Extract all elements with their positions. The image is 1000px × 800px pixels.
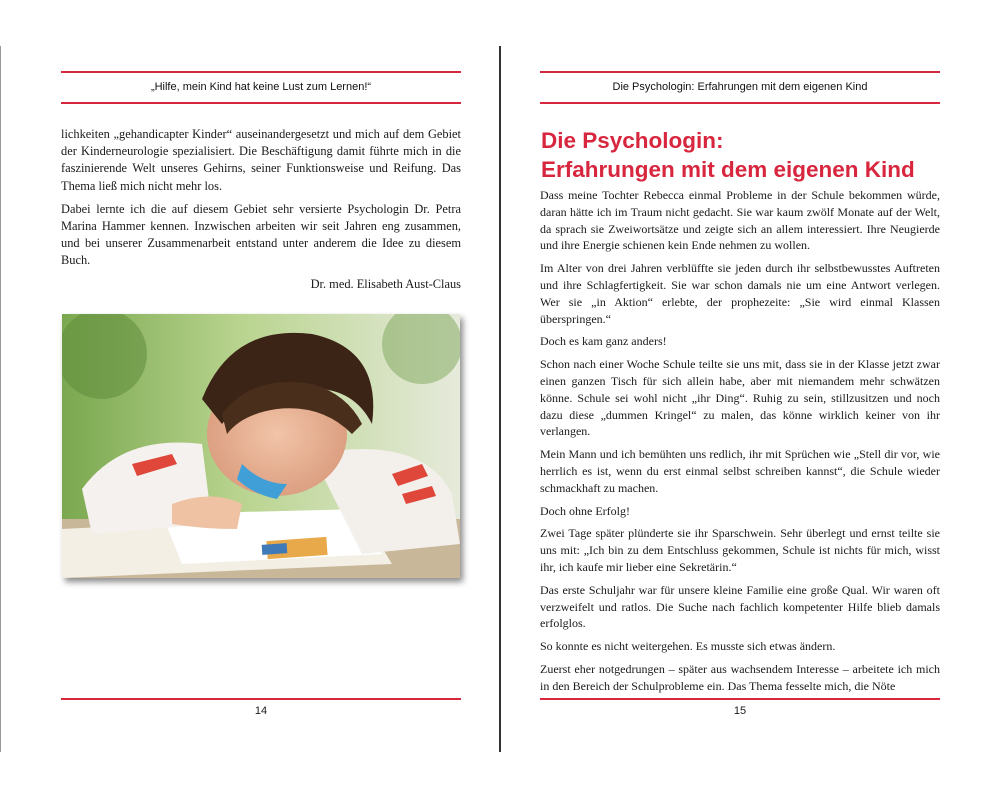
top-margin	[0, 0, 1000, 46]
running-header: Die Psychologin: Erfahrungen mit dem eigenen Kind	[612, 81, 868, 93]
chapter-title-line-1: Die Psychologin:	[541, 128, 724, 153]
chapter-title-line-2: Erfahrungen mit dem eigenen Kind	[541, 157, 915, 182]
paragraph: Dabei lernte ich die auf diesem Gebiet sehr versierte Psychologin Dr. Petra Marina Hammer kennen. Inzwischen arbeiten wir seit Jahren eng zusammen, und bei unserer Zusammenarbeit entstand unter anderem die Idee zu diesem Buch.	[61, 201, 461, 268]
page-number: 14	[254, 705, 268, 717]
bottom-margin	[0, 752, 1000, 800]
paragraph: Mein Mann und ich bemühten uns redlich, ihr mit Sprüchen wie „Stell dir vor, wie herrlich es ist, wenn du erst einmal selbst schreiben kannst“, die Schule wieder schmackhaft zu machen.	[540, 447, 940, 495]
left-page	[0, 46, 500, 752]
footer-rule	[61, 698, 461, 700]
paragraph: So konnte es nicht weitergehen. Es musste sich etwas ändern.	[540, 639, 836, 654]
boy-reading-photo	[62, 314, 460, 578]
paragraph: Zwei Tage später plünderte sie ihr Sparschwein. Sehr überlegt und ernst teilte sie uns mit: „Ich bin zu dem Entschluss gekommen, Schule ist nichts für mich, wisst ihr, ich kaufe mir lieber eine Sekretärin.“	[540, 526, 940, 574]
footer-rule	[540, 698, 940, 700]
page-number: 15	[733, 705, 747, 717]
photo-illustration	[62, 314, 460, 578]
header-rule-top	[540, 71, 940, 73]
paragraph: Dass meine Tochter Rebecca einmal Probleme in der Schule bekommen würde, daran hätte ich im Traum nicht gedacht. Sie war kaum zwölf Monate auf der Welt, da sprach sie Zweiwortsätze und zeigte sich an allem interessiert. Ihre Neugierde und ihre Energie schienen kein Ende nehmen zu wollen.	[540, 188, 940, 253]
body-text	[540, 187, 940, 701]
paragraph: Doch ohne Erfolg!	[540, 503, 630, 518]
paragraph: Doch es kam ganz anders!	[540, 334, 667, 349]
paragraph: Im Alter von drei Jahren verblüffte sie jeden durch ihr selbstbewusstes Auftreten und ihre Schlagfertigkeit. Sie war schon damals nie um eine Antwort verlegen. Wer sie „in Aktion“ erlebte, der prophezeite: „Sie wird einmal Klassen überspringen.“	[540, 261, 940, 326]
chapter-title	[541, 126, 961, 184]
header-rule-bottom	[61, 102, 461, 104]
paragraph: Schon nach einer Woche Schule teilte sie uns mit, dass sie in der Klasse jetzt zwar einen ganzen Tisch für sich allein habe, aber mit niemandem mehr schwätzen könne. Schule sei wohl nicht „ihr Ding“. Ruhig zu sein, stillzusitzen und noch dazu diese „dummen Kringel“ zu malen, das könne wirklich keiner von ihr verlangen.	[540, 357, 940, 439]
paragraph: lichkeiten „gehandicapter Kinder“ auseinandergesetzt und mich auf dem Gebiet der Kinderneurologie spezialisiert. Die Beschäftigung damit führte mich in die faszinierende Welt unseres Gehirns, seiner Funktionsweise und Reifung. Das Thema ließ mich nicht mehr los.	[61, 127, 461, 193]
author-signature: Dr. med. Elisabeth Aust-Claus	[310, 276, 461, 291]
body-text	[61, 126, 461, 299]
header-rule-top	[61, 71, 461, 73]
paragraph: Zuerst eher notgedrungen – später aus wachsendem Interesse – arbeitete ich mich in den Bereich der Schulprobleme ein. Das Thema fesselte mich, die Nöte	[540, 661, 940, 693]
paragraph: Das erste Schuljahr war für unsere kleine Familie eine große Qual. Wir waren oft verzweifelt und ratlos. Die Suche nach fachlich kompetenter Hilfe blieb damals erfolglos.	[540, 582, 940, 631]
right-page	[501, 46, 1000, 752]
running-header: „Hilfe, mein Kind hat keine Lust zum Lernen!“	[150, 81, 372, 93]
header-rule-bottom	[540, 102, 940, 104]
